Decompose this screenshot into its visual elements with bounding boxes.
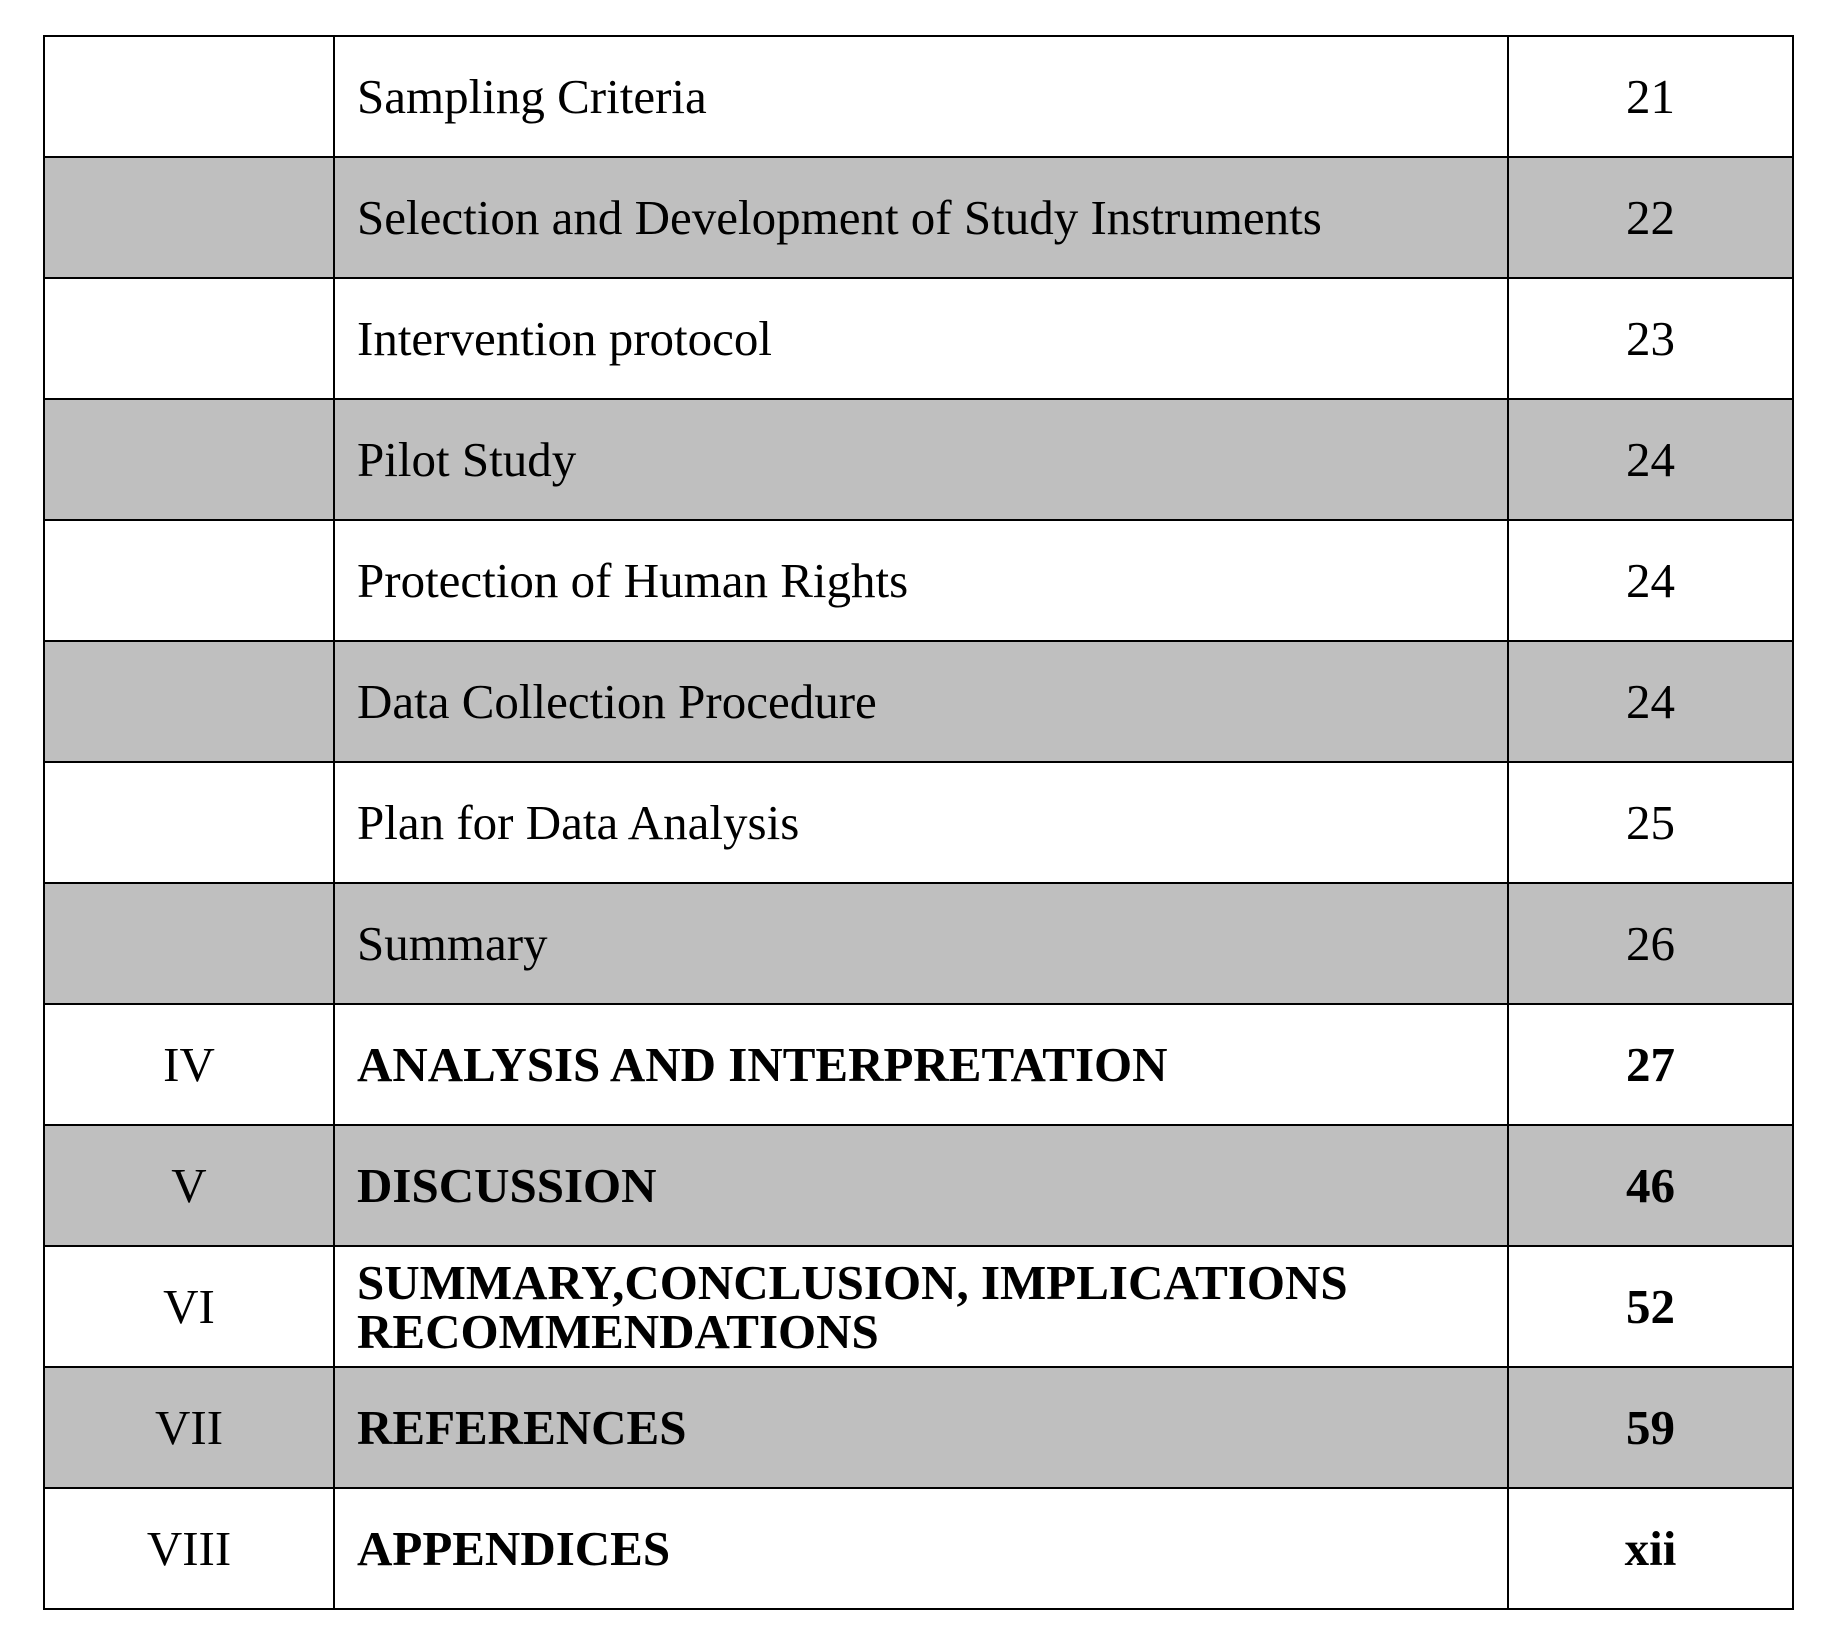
page-number: 23 <box>1508 278 1793 399</box>
section-title: Summary <box>334 883 1508 1004</box>
toc-row <box>44 399 1793 520</box>
chapter-title <box>334 1246 1508 1367</box>
chapter-number <box>44 883 334 1004</box>
toc-row <box>44 157 1793 278</box>
section-title: Protection of Human Rights <box>334 520 1508 641</box>
page-number: 46 <box>1508 1125 1793 1246</box>
toc-row <box>44 641 1793 762</box>
chapter-title: APPENDICES <box>334 1488 1508 1609</box>
page-number: 24 <box>1508 520 1793 641</box>
chapter-number <box>44 641 334 762</box>
chapter-number: VII <box>44 1367 334 1488</box>
section-title: Intervention protocol <box>334 278 1508 399</box>
chapter-number <box>44 278 334 399</box>
toc-row <box>44 520 1793 641</box>
chapter-title-line-1: SUMMARY,CONCLUSION, IMPLICATIONS <box>357 1254 1348 1310</box>
page-number: 24 <box>1508 399 1793 520</box>
page-number: 27 <box>1508 1004 1793 1125</box>
toc-row-chapter <box>44 1004 1793 1125</box>
chapter-number: V <box>44 1125 334 1246</box>
section-title: Selection and Development of Study Instruments <box>334 157 1508 278</box>
chapter-title-line-2: RECOMMENDATIONS <box>357 1303 879 1359</box>
table-of-contents <box>43 35 1794 1610</box>
section-title: Data Collection Procedure <box>334 641 1508 762</box>
chapter-number: VIII <box>44 1488 334 1609</box>
chapter-number <box>44 399 334 520</box>
toc-row <box>44 762 1793 883</box>
chapter-number <box>44 762 334 883</box>
chapter-title: REFERENCES <box>334 1367 1508 1488</box>
page-number: 22 <box>1508 157 1793 278</box>
chapter-title: DISCUSSION <box>334 1125 1508 1246</box>
toc-row <box>44 278 1793 399</box>
page-number: 59 <box>1508 1367 1793 1488</box>
chapter-number <box>44 157 334 278</box>
page-number: 26 <box>1508 883 1793 1004</box>
chapter-number <box>44 36 334 157</box>
page-number: 21 <box>1508 36 1793 157</box>
page-number: 24 <box>1508 641 1793 762</box>
toc-row-chapter <box>44 1125 1793 1246</box>
toc-row-chapter <box>44 1367 1793 1488</box>
section-title: Pilot Study <box>334 399 1508 520</box>
page-number: 52 <box>1508 1246 1793 1367</box>
toc-row <box>44 883 1793 1004</box>
toc-row-chapter <box>44 1246 1793 1367</box>
chapter-title: ANALYSIS AND INTERPRETATION <box>334 1004 1508 1125</box>
toc-row-chapter <box>44 1488 1793 1609</box>
chapter-number: VI <box>44 1246 334 1367</box>
chapter-number: IV <box>44 1004 334 1125</box>
chapter-number <box>44 520 334 641</box>
toc-row <box>44 36 1793 157</box>
page-number: 25 <box>1508 762 1793 883</box>
section-title: Plan for Data Analysis <box>334 762 1508 883</box>
page-number: xii <box>1508 1488 1793 1609</box>
section-title: Sampling Criteria <box>334 36 1508 157</box>
